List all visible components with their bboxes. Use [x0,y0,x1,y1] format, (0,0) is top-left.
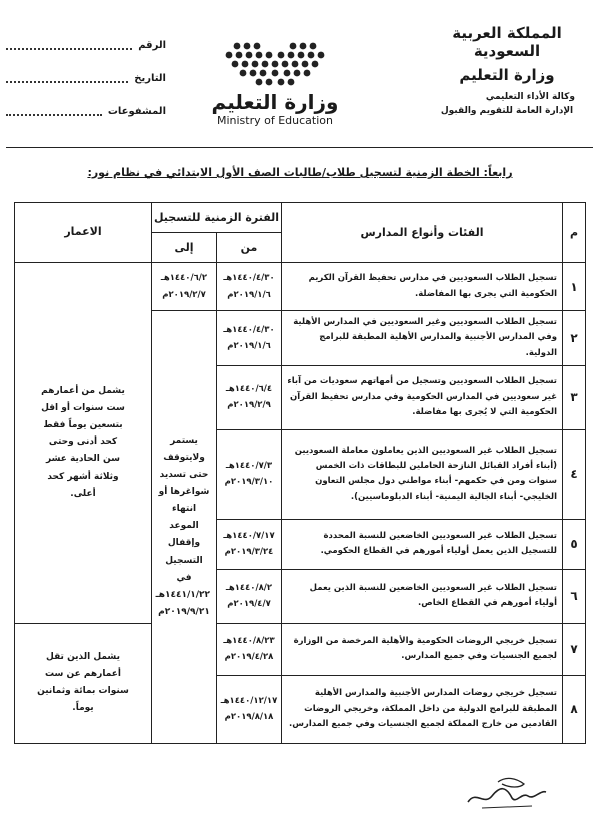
from-gregorian: ٢٠١٩/٣/٢٤م [224,547,274,558]
header-from: من [217,233,282,263]
row-category: تسجيل الطلاب السعوديين وتسجيل من أمهاتهم سعوديات من آباء غير سعوديين في المدارس الحكومية وفي مدارس تحفيظ القرآن الحكومية التي لا يُجرى بها مفاضلة. [282,365,563,429]
section-title: رابعاً: الخطة الزمنية لتسجيل طلاب/طالبات الصف الأول الابتدائي في نظام نور: [87,166,513,179]
header-divider [6,147,593,148]
row-from [217,429,282,519]
merged-to-hijri: ١٤٤١/١/٢٢هـ [155,589,210,600]
row-category: تسجيل خريجي روضات المدارس الأجنبية والمدارس الأهلية المطبقة للبرامج الدولية من داخل المملكة، وخريجي الروضات القادمين من خارج المملكة لجميع الجنسيات وفي جميع المدارس. [282,675,563,743]
ministry-logo-icon [215,40,335,88]
merged-to-gregorian: ٢٠١٩/٩/٢١م [158,606,210,617]
to-hijri: ١٤٤٠/٦/٢هـ [160,273,208,284]
from-gregorian: ٢٠١٩/٢/٩م [227,400,271,411]
merged-to-line: انتهاء الموعد [169,504,199,532]
row-category: تسجيل الطلاب السعوديين وغير السعوديين في المدارس الأهلية وفي المدارس الأجنبية والمدارس الأهلية المطبقة للبرامج الدولية. [282,311,563,366]
from-hijri: ١٤٤٠/١٢/١٧هـ [220,696,278,707]
field-date-line [6,73,128,83]
department-name: الإدارة العامة للتقويم والقبول [440,106,574,116]
agency-name: وكالة الأداء التعليمي [485,92,575,102]
merged-to-line: يستمر ولايتوقف [163,435,205,464]
from-gregorian: ٢٠١٩/١/٦م [227,340,271,351]
ages-line: سنوات بمائة وثمانين [37,686,129,697]
ages-group-1 [15,263,152,624]
ages-line: يوماً. [72,703,94,714]
ages-line: يشمل من أعمارهم [41,386,125,397]
field-number-label: الرقم [138,40,166,51]
from-gregorian: ٢٠١٩/٣/١٠م [224,477,274,488]
from-gregorian: ٢٠١٩/٨/١٨م [224,712,274,723]
row-category: تسجيل الطلاب غير السعوديين الخاضعين للنسبة الذين يعمل أولياء أمورهم في القطاع الخاص. [282,569,563,623]
field-attachments [6,106,166,139]
row-category: تسجيل الطلاب السعوديين في مدارس تحفيظ القرآن الكريم الحكومية التي يجرى بها المفاضلة. [282,263,563,311]
merged-to-line: شواغرها أو [158,487,210,498]
row-from [217,623,282,675]
row-category: تسجيل الطلاب غير السعوديين الخاضعين للنسبة المحددة للتسجيل الذين يعمل أولياء أمورهم في القطاع الحكومي. [282,519,563,569]
logo-arabic-text: وزارة التعليم [211,90,339,114]
logo-english-text: Ministry of Education [216,114,333,127]
field-date [6,73,166,106]
row-number: ٨ [563,675,586,743]
from-gregorian: ٢٠١٩/٤/٧م [227,599,271,610]
from-hijri: ١٤٤٠/٨/٢هـ [225,583,273,594]
ages-line: سن الحادية عشر [46,454,120,465]
merged-to-line: وإقفال التسجيل [165,538,203,566]
row-from [217,519,282,569]
row-from [217,311,282,366]
from-gregorian: ٢٠١٩/٤/٢٨م [224,652,274,663]
ages-line: أعمارهم عن ست [44,669,122,680]
row-number: ٣ [563,365,586,429]
row-number: ٤ [563,429,586,519]
row-from [217,675,282,743]
ages-line: يشمل الذين تقل [46,652,120,663]
merged-to-line: حتى تسديد [159,470,209,481]
schedule-table [14,202,586,744]
ages-line: ست سنوات أو اقل [41,403,125,414]
from-hijri: ١٤٤٠/٦/٤هـ [225,384,273,395]
field-number-line [6,40,132,50]
row-from [217,365,282,429]
ministry-logo [200,40,350,140]
row-category: تسجيل خريجي الروضات الحكومية والأهلية المرخصة من الوزارة لجميع الجنسيات وفي جميع المدارس. [282,623,563,675]
row-number: ١ [563,263,586,311]
field-number [6,40,166,73]
ages-line: بتسعين يوماً فقط [43,420,123,431]
merged-to-line: في [176,572,192,583]
ministry-name: وزارة التعليم [459,66,555,84]
letterhead-right [427,24,587,116]
ages-line: كحد أدنى وحتى [48,437,118,448]
row-to [152,263,217,311]
from-hijri: ١٤٤٠/٤/٣٠هـ [223,273,275,284]
row-number: ٧ [563,623,586,675]
row-from [217,263,282,311]
table-row [15,263,586,311]
merged-to-cell [152,311,217,744]
row-number: ٥ [563,519,586,569]
header-ages: الاعمار [15,203,152,263]
from-hijri: ١٤٤٠/٤/٣٠هـ [223,324,275,335]
header-period: الفترة الزمنية للتسجيل [152,203,282,233]
to-gregorian: ٢٠١٩/٢/٧م [162,289,206,300]
field-date-label: التاريخ [134,73,166,84]
from-hijri: ١٤٤٠/٧/١٧هـ [223,531,275,542]
table-row [15,623,586,675]
handwritten-signature [462,772,552,810]
field-attachments-line [6,106,102,116]
ages-line: أعلى. [70,488,96,499]
header-to: إلى [152,233,217,263]
header-num: م [563,203,586,263]
from-hijri: ١٤٤٠/٨/٢٣هـ [223,636,275,647]
row-number: ٦ [563,569,586,623]
letterhead-fields [6,40,166,139]
row-from [217,569,282,623]
kingdom-name: المملكة العربية السعودية [452,24,562,60]
header-category: الفئات وأنواع المدارس [282,203,563,263]
ages-line: وثلاثة أشهر كحد [47,471,119,482]
row-number: ٢ [563,311,586,366]
row-category: تسجيل الطلاب غير السعوديين الذين يعاملون معاملة السعوديين (أبناء أفراد القبائل النازحة الحاملين للبطاقات ذات الخمس سنوات ومن في حكمهم- أبناء مواطني دول مجلس التعاون الخليجي- أبناء الجالية اليمنية- أبناء الدبلوماسيين). [282,429,563,519]
from-hijri: ١٤٤٠/٧/٣هـ [225,461,273,472]
ages-group-2 [15,623,152,743]
field-attachments-label: المشفوعات [107,106,166,117]
from-gregorian: ٢٠١٩/١/٦م [227,289,271,300]
